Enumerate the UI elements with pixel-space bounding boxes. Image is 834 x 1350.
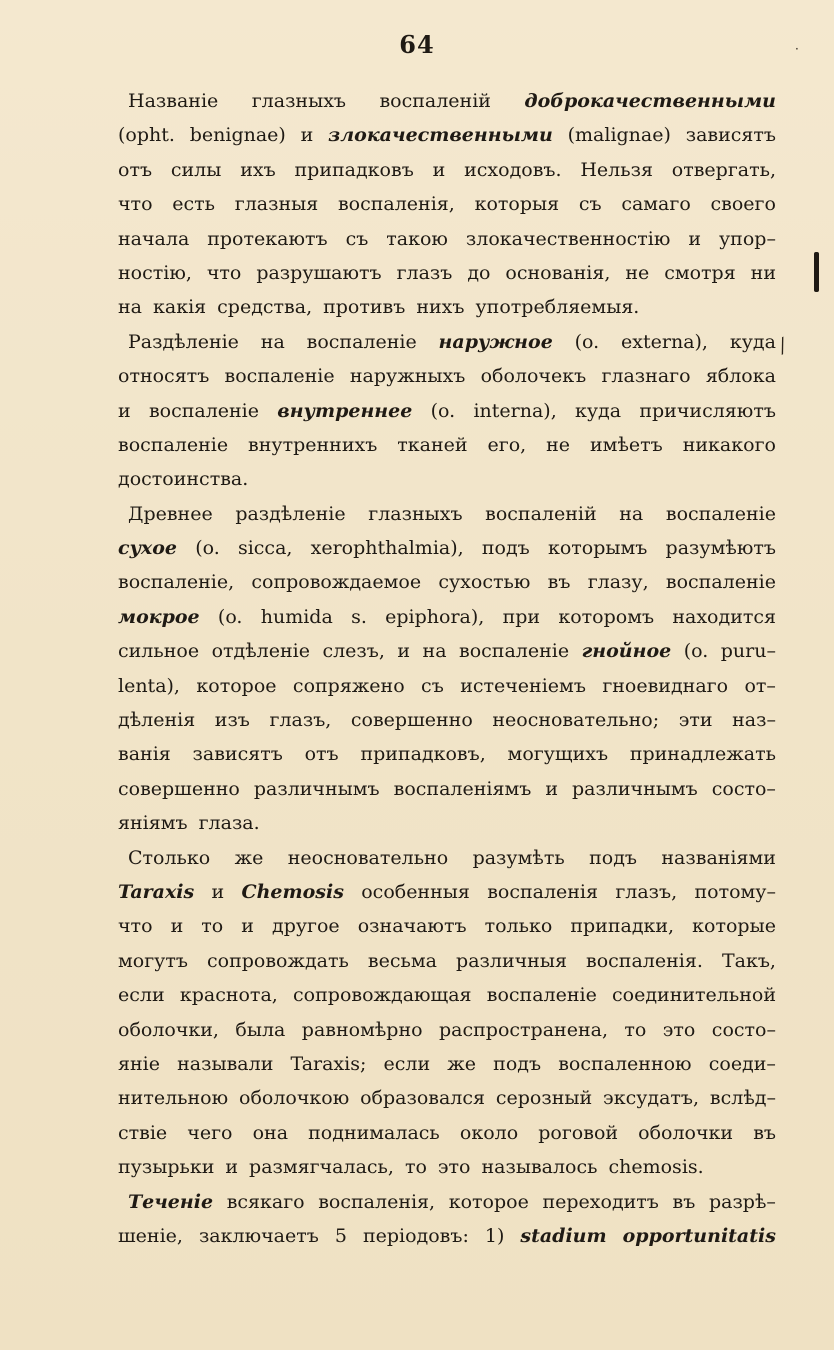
word: (o.: [574, 330, 600, 353]
word: до: [467, 261, 491, 284]
text-line: [118, 875, 776, 909]
word: воспаленія,: [318, 1190, 436, 1213]
text-line: [118, 394, 776, 428]
word: совершенно: [118, 777, 240, 800]
text-line: [118, 325, 776, 359]
word: поднималась: [308, 1121, 440, 1144]
word: на: [619, 502, 644, 525]
word: припадки,: [570, 915, 675, 938]
word: которыя: [474, 193, 560, 216]
word: оболочекъ: [480, 365, 587, 388]
body-text: [118, 84, 776, 1253]
text-line: [118, 565, 776, 599]
word: называли: [177, 1052, 274, 1075]
word: весьма: [367, 949, 437, 972]
text-line: [118, 290, 776, 324]
text-line: [118, 222, 776, 256]
word: внутреннее: [277, 399, 413, 422]
word: Древнее: [128, 502, 213, 525]
word: подъ: [493, 1052, 542, 1075]
text-line: [118, 600, 776, 634]
word: различныя: [456, 949, 567, 972]
word: припадковъ,: [360, 743, 486, 766]
word: исходовъ.: [464, 158, 562, 181]
text-line: [118, 978, 776, 1012]
word: что: [118, 193, 153, 216]
word: упор–: [719, 227, 776, 250]
word: Теченіе: [128, 1190, 214, 1213]
text-line: [118, 634, 776, 668]
text-line: [118, 187, 776, 221]
word: нихъ: [416, 296, 465, 319]
word: не: [625, 261, 650, 284]
text-line: [118, 772, 776, 806]
word: сопряжено: [292, 674, 405, 697]
text-line: [118, 1219, 776, 1253]
word: достоинства.: [118, 468, 249, 491]
word: (o.: [683, 640, 709, 663]
word: разумѣть: [472, 846, 565, 869]
word: противъ: [323, 296, 406, 319]
word: externa),: [621, 330, 708, 353]
word: и: [545, 777, 558, 800]
word: на: [422, 640, 447, 663]
word: неосновательно;: [492, 709, 660, 732]
word: и: [170, 915, 184, 938]
word: соединительной: [612, 984, 776, 1007]
word: глазныхъ: [251, 90, 347, 112]
word: основанія,: [505, 261, 611, 284]
word: же: [447, 1052, 477, 1075]
word: воспаленіе: [459, 640, 570, 663]
word: его,: [487, 433, 527, 456]
word: отъ: [304, 743, 339, 766]
word: (o.: [217, 605, 243, 628]
word: шеніе,: [118, 1224, 183, 1247]
word: оболочки,: [118, 1018, 219, 1041]
word: и: [300, 124, 314, 147]
word: глаза.: [198, 812, 260, 835]
word: чего: [187, 1121, 233, 1144]
word: Taraxis: [118, 880, 195, 903]
word: куда: [575, 399, 622, 422]
word: находится: [672, 605, 776, 628]
word: которое: [448, 1190, 529, 1213]
word: interna),: [473, 399, 557, 422]
word: яблока: [705, 365, 776, 388]
word: разрѣ–: [708, 1190, 776, 1213]
word: воспаленія.: [586, 949, 703, 972]
word: и: [211, 880, 225, 903]
word: въ: [672, 1190, 696, 1213]
word: Taraxis;: [290, 1052, 367, 1075]
text-line: [118, 669, 776, 703]
word: ни: [750, 261, 776, 284]
word: различнымъ: [253, 777, 380, 800]
word: съ: [345, 227, 369, 250]
word: въ: [547, 571, 571, 594]
word: Столько: [128, 846, 211, 869]
word: не: [546, 433, 571, 456]
word: состо–: [711, 777, 776, 800]
word: названіями: [661, 846, 776, 869]
word: неосновательно: [287, 846, 449, 869]
word: отдѣленіе: [211, 640, 310, 663]
text-line: [118, 531, 776, 565]
word: совершенно: [350, 709, 473, 732]
word: воспаленіе: [118, 433, 229, 456]
text-line: [118, 497, 776, 531]
word: воспаленіе,: [118, 571, 235, 594]
word: если: [118, 984, 165, 1007]
word: средства,: [217, 296, 313, 319]
word: от–: [744, 674, 776, 697]
margin-bar-mark: [814, 252, 819, 292]
word: epiphora),: [385, 605, 485, 628]
word: сопровождаемое: [251, 571, 422, 594]
word: періодовъ:: [362, 1224, 469, 1247]
word: никакого: [682, 433, 776, 456]
word: stadium: [520, 1224, 607, 1247]
text-line: [118, 944, 776, 978]
word: разумѣютъ: [665, 537, 776, 560]
word: глазу,: [587, 571, 649, 594]
word: (opht.: [118, 124, 175, 147]
word: съ: [421, 674, 444, 697]
text-line: [118, 153, 776, 187]
word: lenta),: [118, 674, 180, 697]
word: воспаленіе: [665, 502, 776, 525]
word: внутреннихъ: [248, 433, 378, 456]
word: которомъ: [558, 605, 655, 628]
word: соеди–: [708, 1052, 776, 1075]
word: воспаленіе: [306, 330, 417, 353]
text-line: [118, 462, 776, 496]
word: воспаленіе: [224, 365, 335, 388]
word: истеченіемъ: [460, 674, 586, 697]
text-line: [118, 806, 776, 840]
word: глазныя: [234, 193, 319, 216]
word: разрушаютъ: [256, 261, 382, 284]
word: и: [397, 640, 411, 663]
word: только: [484, 915, 553, 938]
text-line: [118, 909, 776, 943]
margin-dot: ·: [795, 42, 799, 56]
word: своего: [710, 193, 776, 216]
word: воспаленія,: [337, 193, 455, 216]
text-line: [118, 1013, 776, 1047]
word: всякаго: [226, 1190, 305, 1213]
word: изъ: [214, 709, 250, 732]
word: воспаленій: [379, 90, 491, 112]
word: доброкачественными: [524, 90, 776, 112]
word: сухое: [118, 537, 178, 560]
word: силы: [170, 158, 222, 181]
word: что: [118, 915, 153, 938]
word: могущихъ: [507, 743, 609, 766]
word: сухостью: [438, 571, 531, 594]
word: равномѣрно: [301, 1018, 423, 1041]
word: же: [234, 846, 264, 869]
word: слезъ,: [322, 640, 385, 663]
word: означаютъ: [357, 915, 467, 938]
word: злокачественными: [328, 124, 553, 147]
word: гнойное: [581, 640, 672, 663]
word: подъ: [589, 846, 637, 869]
word: то: [201, 915, 224, 938]
word: другое: [272, 915, 340, 938]
word: воспаленіе: [486, 984, 597, 1007]
word: роговой: [538, 1121, 619, 1144]
word: употребляемыя.: [475, 296, 640, 319]
word: серозный: [495, 1087, 593, 1110]
word: ванія: [118, 743, 171, 766]
word: на: [260, 330, 285, 353]
word: 5: [334, 1224, 347, 1247]
word: наз–: [732, 709, 776, 732]
word: вслѣд–: [709, 1087, 776, 1110]
word: sicca,: [237, 537, 293, 560]
word: она: [252, 1121, 289, 1144]
margin-tick-mark: ⁄: [775, 334, 791, 358]
word: при: [502, 605, 541, 628]
word: которые: [692, 915, 776, 938]
word: то: [404, 1156, 427, 1179]
word: и: [225, 1156, 239, 1179]
text-line: [118, 1047, 776, 1081]
word: зависятъ: [685, 124, 776, 147]
word: переходитъ: [542, 1190, 659, 1213]
word: глазъ: [396, 261, 453, 284]
word: и: [688, 227, 702, 250]
word: эксудатъ,: [603, 1087, 700, 1110]
text-line: [118, 359, 776, 393]
word: воспаленіе: [148, 399, 260, 422]
word: яніе: [118, 1052, 160, 1075]
word: (o.: [195, 537, 220, 560]
word: сопровождающая: [293, 984, 472, 1007]
word: ствіе: [118, 1121, 168, 1144]
word: Нельзя: [580, 158, 653, 181]
word: глазъ,: [269, 709, 332, 732]
word: воспаленною: [558, 1052, 692, 1075]
word: пузырьки: [118, 1156, 215, 1179]
word: то: [624, 1018, 647, 1041]
word: раздѣленіе: [235, 502, 346, 525]
word: s.: [351, 605, 367, 628]
word: образовался: [360, 1087, 486, 1110]
text-line: [118, 1116, 776, 1150]
word: сильное: [118, 640, 200, 663]
word: съ: [578, 193, 602, 216]
word: подъ: [481, 537, 530, 560]
word: которое: [196, 674, 277, 697]
word: была: [235, 1018, 286, 1041]
word: это: [437, 1156, 471, 1179]
word: состо–: [711, 1018, 776, 1041]
word: воспаленія: [487, 880, 598, 903]
word: puru–: [720, 640, 776, 663]
word: куда: [729, 330, 776, 353]
word: отъ: [118, 158, 153, 181]
word: если: [383, 1052, 431, 1075]
word: размягчалась,: [249, 1156, 394, 1179]
text-line: [118, 1081, 776, 1115]
word: оболочкою: [239, 1087, 350, 1110]
word: такою: [386, 227, 448, 250]
word: воспаленій: [485, 502, 597, 525]
word: наружныхъ: [349, 365, 466, 388]
word: въ: [753, 1121, 776, 1144]
word: гноевиднаго: [602, 674, 729, 697]
word: имѣетъ: [590, 433, 663, 456]
text-line: [118, 84, 776, 118]
word: смотря: [664, 261, 736, 284]
word: зависятъ: [192, 743, 283, 766]
text-line: [118, 841, 776, 875]
word: нительною: [118, 1087, 229, 1110]
word: тканей: [397, 433, 468, 456]
word: самаго: [621, 193, 691, 216]
word: злокачественностію: [465, 227, 671, 250]
word: это: [662, 1018, 696, 1041]
word: могутъ: [118, 949, 188, 972]
word: (o.: [430, 399, 456, 422]
word: глазныхъ: [368, 502, 463, 525]
word: humida: [260, 605, 333, 628]
word: припадковъ: [294, 158, 414, 181]
text-line: [118, 256, 776, 290]
word: 1): [484, 1224, 505, 1247]
text-line: [118, 428, 776, 462]
word: есть: [172, 193, 215, 216]
word: воспаленіямъ: [393, 777, 532, 800]
word: относятъ: [118, 365, 210, 388]
text-line: [118, 703, 776, 737]
word: заключаетъ: [198, 1224, 319, 1247]
word: ностію,: [118, 261, 192, 284]
word: наружное: [438, 330, 553, 353]
word: эти: [678, 709, 713, 732]
word: называлось: [481, 1156, 598, 1179]
word: на: [118, 296, 142, 319]
word: chemosis.: [608, 1156, 704, 1179]
word: Chemosis: [241, 880, 344, 903]
word: около: [459, 1121, 519, 1144]
word: различнымъ: [571, 777, 698, 800]
word: причисляютъ: [639, 399, 776, 422]
word: глазнаго: [601, 365, 691, 388]
word: ихъ: [240, 158, 276, 181]
word: которымъ: [547, 537, 648, 560]
word: протекаютъ: [207, 227, 328, 250]
word: opportunitatis: [622, 1224, 776, 1247]
word: Названіе: [128, 90, 219, 112]
word: принадлежать: [629, 743, 776, 766]
word: глазъ,: [615, 880, 678, 903]
word: особенныя: [361, 880, 470, 903]
word: отвергать,: [671, 158, 776, 181]
text-line: [118, 118, 776, 152]
word: Такъ,: [721, 949, 776, 972]
word: потому–: [694, 880, 776, 903]
word: benignae): [189, 124, 286, 147]
word: и: [241, 915, 254, 938]
word: воспаленіе: [665, 571, 776, 594]
word: яніямъ: [118, 812, 188, 835]
text-line: [118, 737, 776, 771]
word: мокрое: [118, 605, 200, 628]
word: краснота,: [179, 984, 278, 1007]
word: сопровождать: [207, 949, 349, 972]
word: оболочки: [638, 1121, 734, 1144]
word: начала: [118, 227, 190, 250]
word: и: [432, 158, 446, 181]
word: (malignae): [567, 124, 671, 147]
word: Раздѣленіе: [128, 330, 239, 353]
word: дѣленія: [118, 709, 196, 732]
word: xerophthalmia),: [310, 537, 464, 560]
text-line: [118, 1185, 776, 1219]
text-line: [118, 1150, 776, 1184]
word: какія: [153, 296, 207, 319]
page-number: 64: [399, 30, 435, 59]
word: что: [206, 261, 242, 284]
word: распространена,: [439, 1018, 608, 1041]
word: и: [118, 399, 131, 422]
